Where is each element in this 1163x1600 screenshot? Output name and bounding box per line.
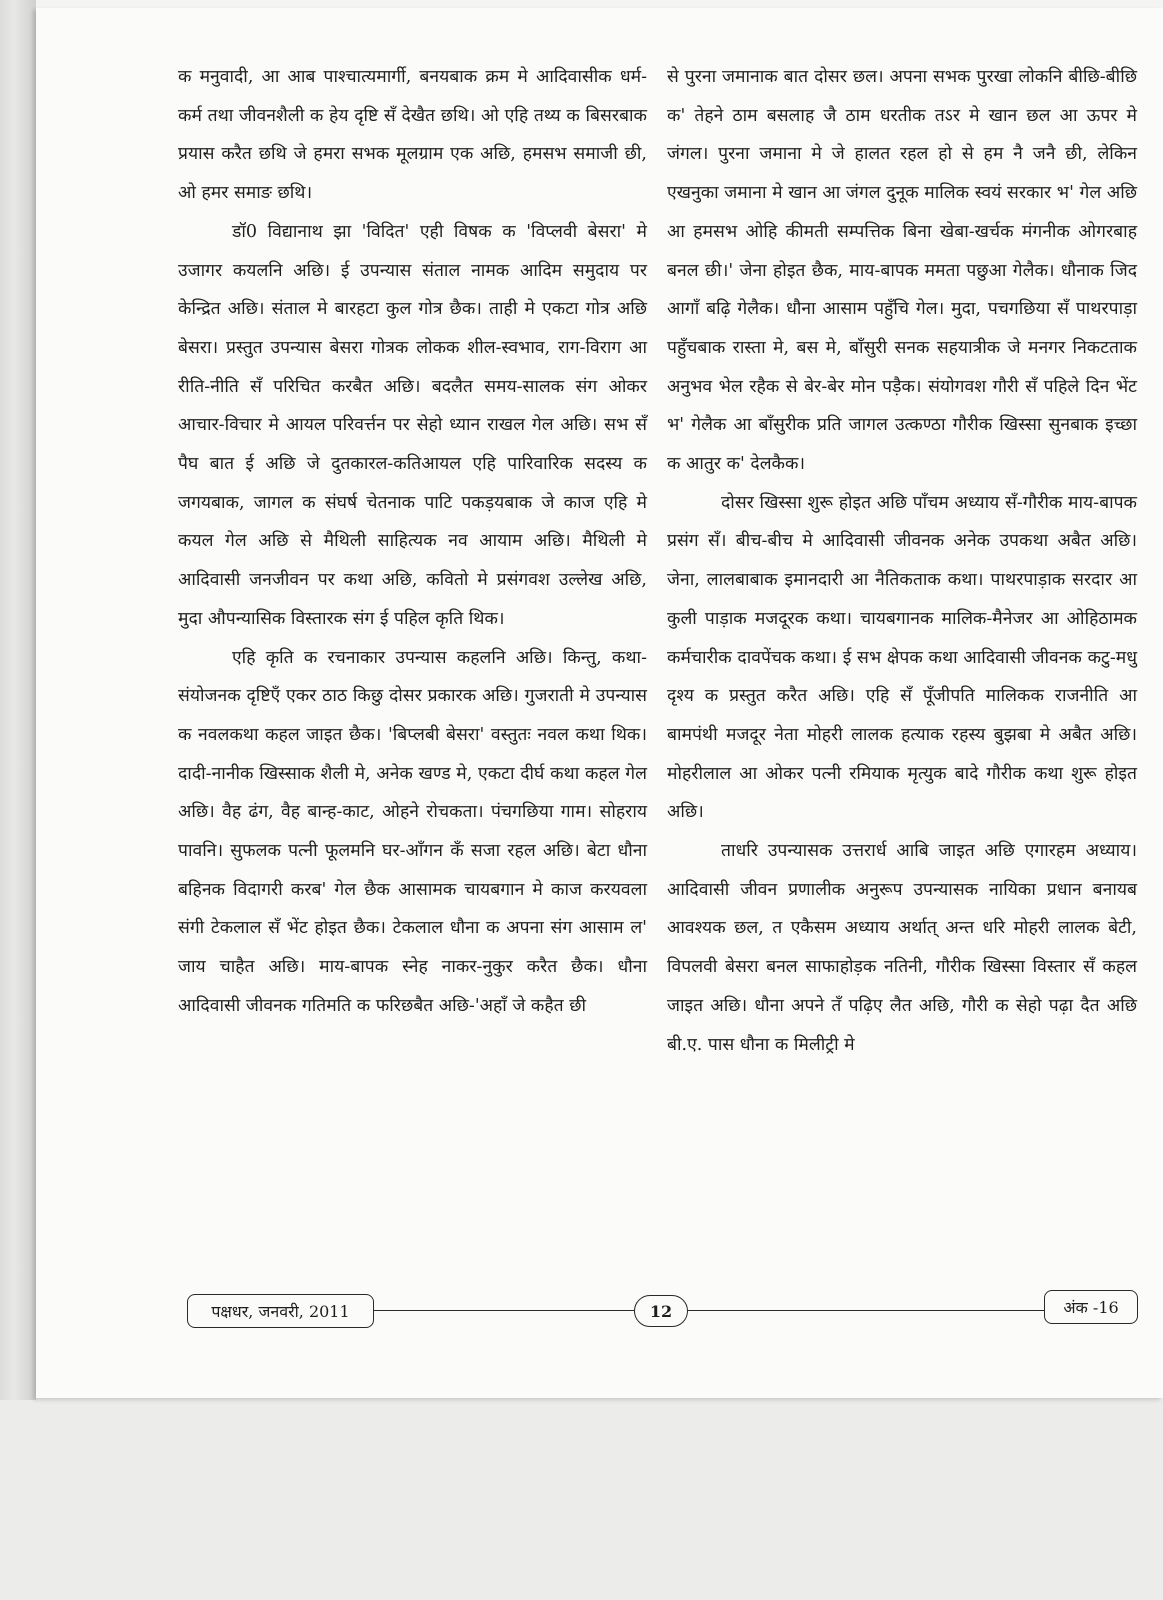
footer-issue-label: अंक -16 xyxy=(1044,1290,1138,1324)
left-paragraph-3: एहि कृति क रचनाकार उपन्यास कहलनि अछि। किन्तु, कथा-संयोजनक दृष्टिएँ एकर ठाठ किछु दोसर प्रकारक अछि। गुजराती मे उपन्यास क नवलकथा कहल जाइत छैक। 'बिप्लबी बेसरा' वस्तुतः नवल कथा थिक। दादी-नानीक खिस्साक शैली मे, अनेक खण्ड मे, एकटा दीर्घ कथा कहल गेल अछि। वैह ढंग, वैह बान्ह-काट, ओहने रोचकता। पंचगछिया गाम। सोहराय पावनि। सुफलक पत्नी फूलमनि घर-आँगन कँ सजा रहल अछि। बेटा धौना बहिनक विदागरी करब' गेल छैक आसामक चायबगान मे काज करयवला संगी टेकलाल सँ भेंट होइत छैक। टेकलाल धौना क अपना संग आसाम ल' जाय चाहैत अछि। माय-बापक स्नेह नाकर-नुकुर करैत छैक। धौना आदिवासी जीवनक गतिमति क फरिछबैत अछि-'अहाँ जे कहैत छी xyxy=(178,647,647,1016)
page-binding-edge xyxy=(0,0,36,1400)
scanner-bed xyxy=(0,1398,1163,1600)
left-paragraph-1: क मनुवादी, आ आब पाश्चात्यमार्गी, बनयबाक क्रम मे आदिवासीक धर्म-कर्म तथा जीवनशैली क हेय दृष्टि सँ देखैत छथि। ओ एहि तथ्य क बिसरबाक प्रयास करैत छथि जे हमरा सभक मूलग्राम एक अछि, हमसभ समाजी छी, ओ हमर समाङ छथि। xyxy=(178,67,647,204)
right-paragraph-1: से पुरना जमानाक बात दोसर छल। अपना सभक पुरखा लोकनि बीछि-बीछि क' तेहने ठाम बसलाह जै ठाम धरतीक तऽर मे खान छल आ ऊपर मे जंगल। पुरना जमाना मे जे हालत रहल हो से हम नै जनै छी, लेकिन एखनुका जमाना मे खान आ जंगल दुनूक मालिक स्वयं सरकार भ' गेल अछि आ हमसभ ओहि कीमती सम्पत्तिक बिना खेबा-खर्चक मंगनीक ओगरबाह बनल छी।' जेना होइत छैक, माय-बापक ममता पछुआ गेलैक। धौनाक जिद आगाँ बढ़ि गेलैक। धौना आसाम पहुँचि गेल। मुदा, पचगछिया सँ पाथरपाड़ा पहुँचबाक रास्ता मे, बस मे, बाँसुरी सनक सहयात्रीक जे मनगर निकटताक अनुभव भेल रहैक से बेर-बेर मोन पड़ैक। संयोगवश गौरी सँ पहिले दिन भेंट भ' गेलैक आ बाँसुरीक प्रति जागल उत्कण्ठा गौरीक खिस्सा सुनबाक इच्छा क आतुर क' देलकैक। xyxy=(667,67,1137,475)
footer-rule xyxy=(368,1310,1048,1311)
left-column xyxy=(178,58,647,1026)
footer-page-number: 12 xyxy=(634,1295,688,1327)
footer-journal-label: पक्षधर, जनवरी, 2011 xyxy=(187,1294,374,1328)
right-paragraph-3: ताधरि उपन्यासक उत्तरार्ध आबि जाइत अछि एगारहम अध्याय। आदिवासी जीवन प्रणालीक अनुरूप उपन्यासक नायिका प्रधान बनायब आवश्यक छल, त एकैसम अध्याय अर्थात् अन्त धरि मोहरी लालक बेटी, विपलवी बेसरा बनल साफाहोड़क नतिनी, गौरीक खिस्सा विस्तार सँ कहल जाइत अछि। धौना अपने तँ पढ़िए लैत अछि, गौरी क सेहो पढ़ा दैत अछि बी.ए. पास धौना क मिलीट्री मे xyxy=(667,841,1137,1055)
left-paragraph-2: डॉ0 विद्यानाथ झा 'विदित' एही विषक क 'विप्लवी बेसरा' मे उजागर कयलनि अछि। ई उपन्यास संताल नामक आदिम समुदाय पर केन्द्रित अछि। संताल मे बारहटा कुल गोत्र छैक। ताही मे एकटा गोत्र अछि बेसरा। प्रस्तुत उपन्यास बेसरा गोत्रक लोकक शील-स्वभाव, राग-विराग आ रीति-नीति सँ परिचित करबैत अछि। बदलैत समय-सालक संग ओकर आचार-विचार मे आयल परिवर्त्तन पर सेहो ध्यान राखल गेल अछि। सभ सँ पैघ बात ई अछि जे दुतकारल-कतिआयल एहि पारिवारिक सदस्य क जगयबाक, जागल क संघर्ष चेतनाक पाटि पकड़यबाक जे काज एहि मे कयल गेल अछि से मैथिली साहित्यक नव आयाम अछि। मैथिली मे आदिवासी जनजीवन पर कथा अछि, कवितो मे प्रसंगवश उल्लेख अछि, मुदा औपन्यासिक विस्तारक संग ई पहिल कृति थिक। xyxy=(178,221,647,629)
right-column xyxy=(667,58,1137,1064)
right-paragraph-2: दोसर खिस्सा शुरू होइत अछि पाँचम अध्याय सँ-गौरीक माय-बापक प्रसंग सँ। बीच-बीच मे आदिवासी जीवनक अनेक उपकथा अबैत अछि। जेना, लालबाबाक इमानदारी आ नैतिकताक कथा। पाथरपाड़ाक सरदार आ कुली पाड़ाक मजदूरक कथा। चायबगानक मालिक-मैनेजर आ ओहिठामक कर्मचारीक दावपेंचक कथा। ई सभ क्षेपक कथा आदिवासी जीवनक कटु-मधु दृश्य क प्रस्तुत करैत अछि। एहि सँ पूँजीपति मालिकक राजनीति आ बामपंथी मजदूर नेता मोहरी लालक हत्याक रहस्य बुझबा मे अबैत अछि। मोहरीलाल आ ओकर पत्नी रमियाक मृत्युक बादे गौरीक कथा शुरू होइत अछि। xyxy=(667,492,1137,823)
